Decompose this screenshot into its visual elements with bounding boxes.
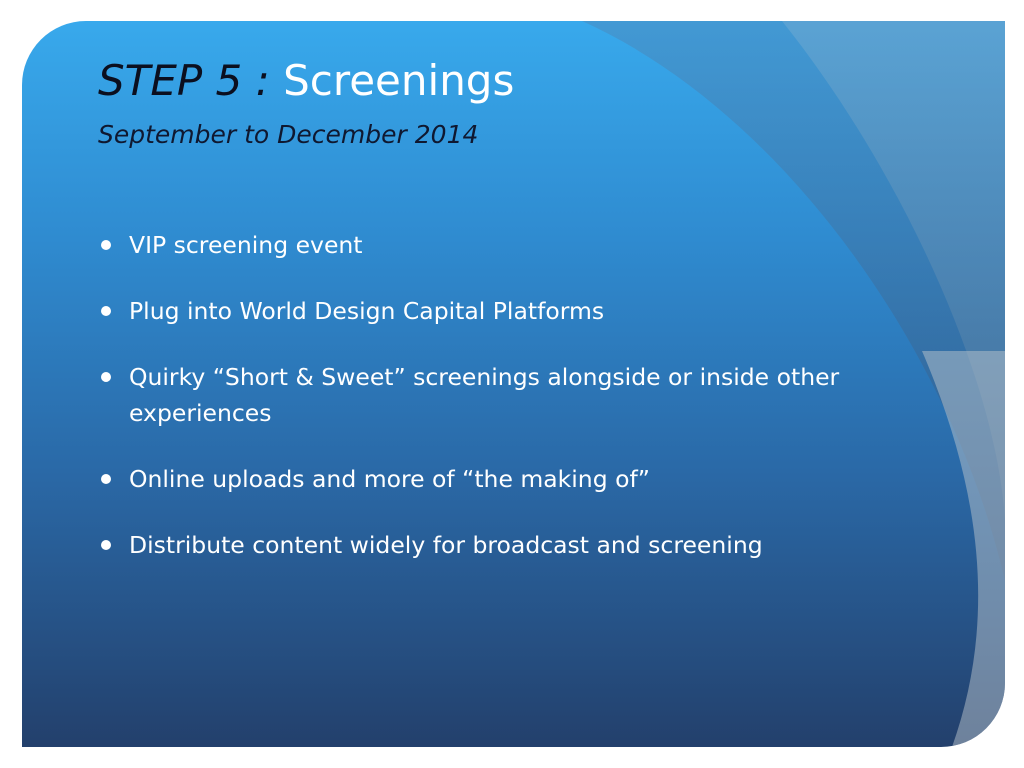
title-step: STEP 5 : (98, 56, 270, 105)
bullet-text: Online uploads and more of “the making of” (129, 465, 650, 493)
slide-subtitle: September to December 2014 (98, 120, 479, 149)
bullet-text: Quirky “Short & Sweet” screenings alongside or inside other experiences (129, 363, 840, 427)
bullet-dot-icon (101, 372, 111, 382)
bullet-list (101, 227, 921, 593)
bullet-dot-icon (101, 474, 111, 484)
bullet-text: VIP screening event (129, 231, 363, 259)
bullet-item (101, 527, 921, 563)
bullet-text: Distribute content widely for broadcast and screening (129, 531, 763, 559)
title-name: Screenings (283, 56, 515, 105)
bullet-item (101, 359, 921, 431)
bullet-item (101, 461, 921, 497)
bullet-text: Plug into World Design Capital Platforms (129, 297, 605, 325)
bullet-item (101, 227, 921, 263)
bullet-dot-icon (101, 540, 111, 550)
slide-title (98, 55, 514, 107)
bullet-dot-icon (101, 240, 111, 250)
bullet-dot-icon (101, 306, 111, 316)
bullet-item (101, 293, 921, 329)
slide (22, 21, 1005, 747)
